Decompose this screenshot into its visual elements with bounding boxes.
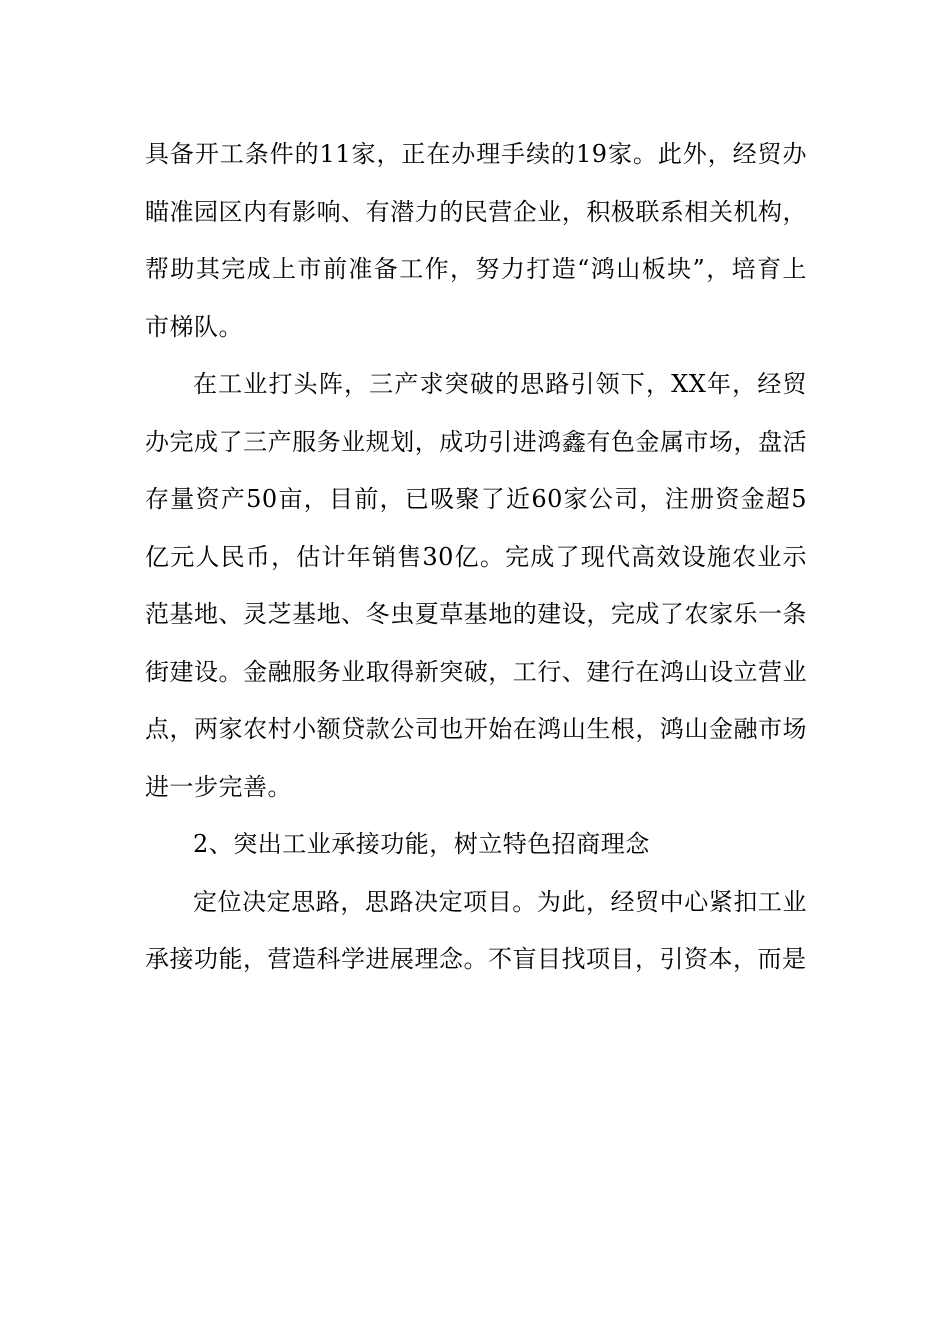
paragraph-tertiary-industry: 在工业打头阵，三产求突破的思路引领下，XX年，经贸办完成了三产服务业规划，成功引进鸿鑫有色金属市场，盘活存量资产50亩，目前，已吸聚了近60家公司，注册资金超5亿元人民币，估计年销售30亿。完成了现代高效设施农业示范基地、灵芝基地、冬虫夏草基地的建设，完成了农家乐一条街建设。金融服务业取得新突破，工行、建行在鸿山设立营业点，两家农村小额贷款公司也开始在鸿山生根，鸿山金融市场进一步完善。: [145, 370, 807, 801]
paragraph-listing-summary: 具备开工条件的11家，正在办理手续的19家。此外，经贸办瞄准园区内有影响、有潜力的民营企业，积极联系相关机构，帮助其完成上市前准备工作，努力打造“鸿山板块”，培育上市梯队。: [145, 140, 807, 341]
paragraph-positioning: 定位决定思路，思路决定项目。为此，经贸中心紧扣工业承接功能，营造科学进展理念。不盲目找项目，引资本，而是: [145, 887, 807, 973]
section-heading-investment-concept: 2、突出工业承接功能，树立特色招商理念: [193, 830, 650, 858]
document-body: [145, 126, 807, 989]
